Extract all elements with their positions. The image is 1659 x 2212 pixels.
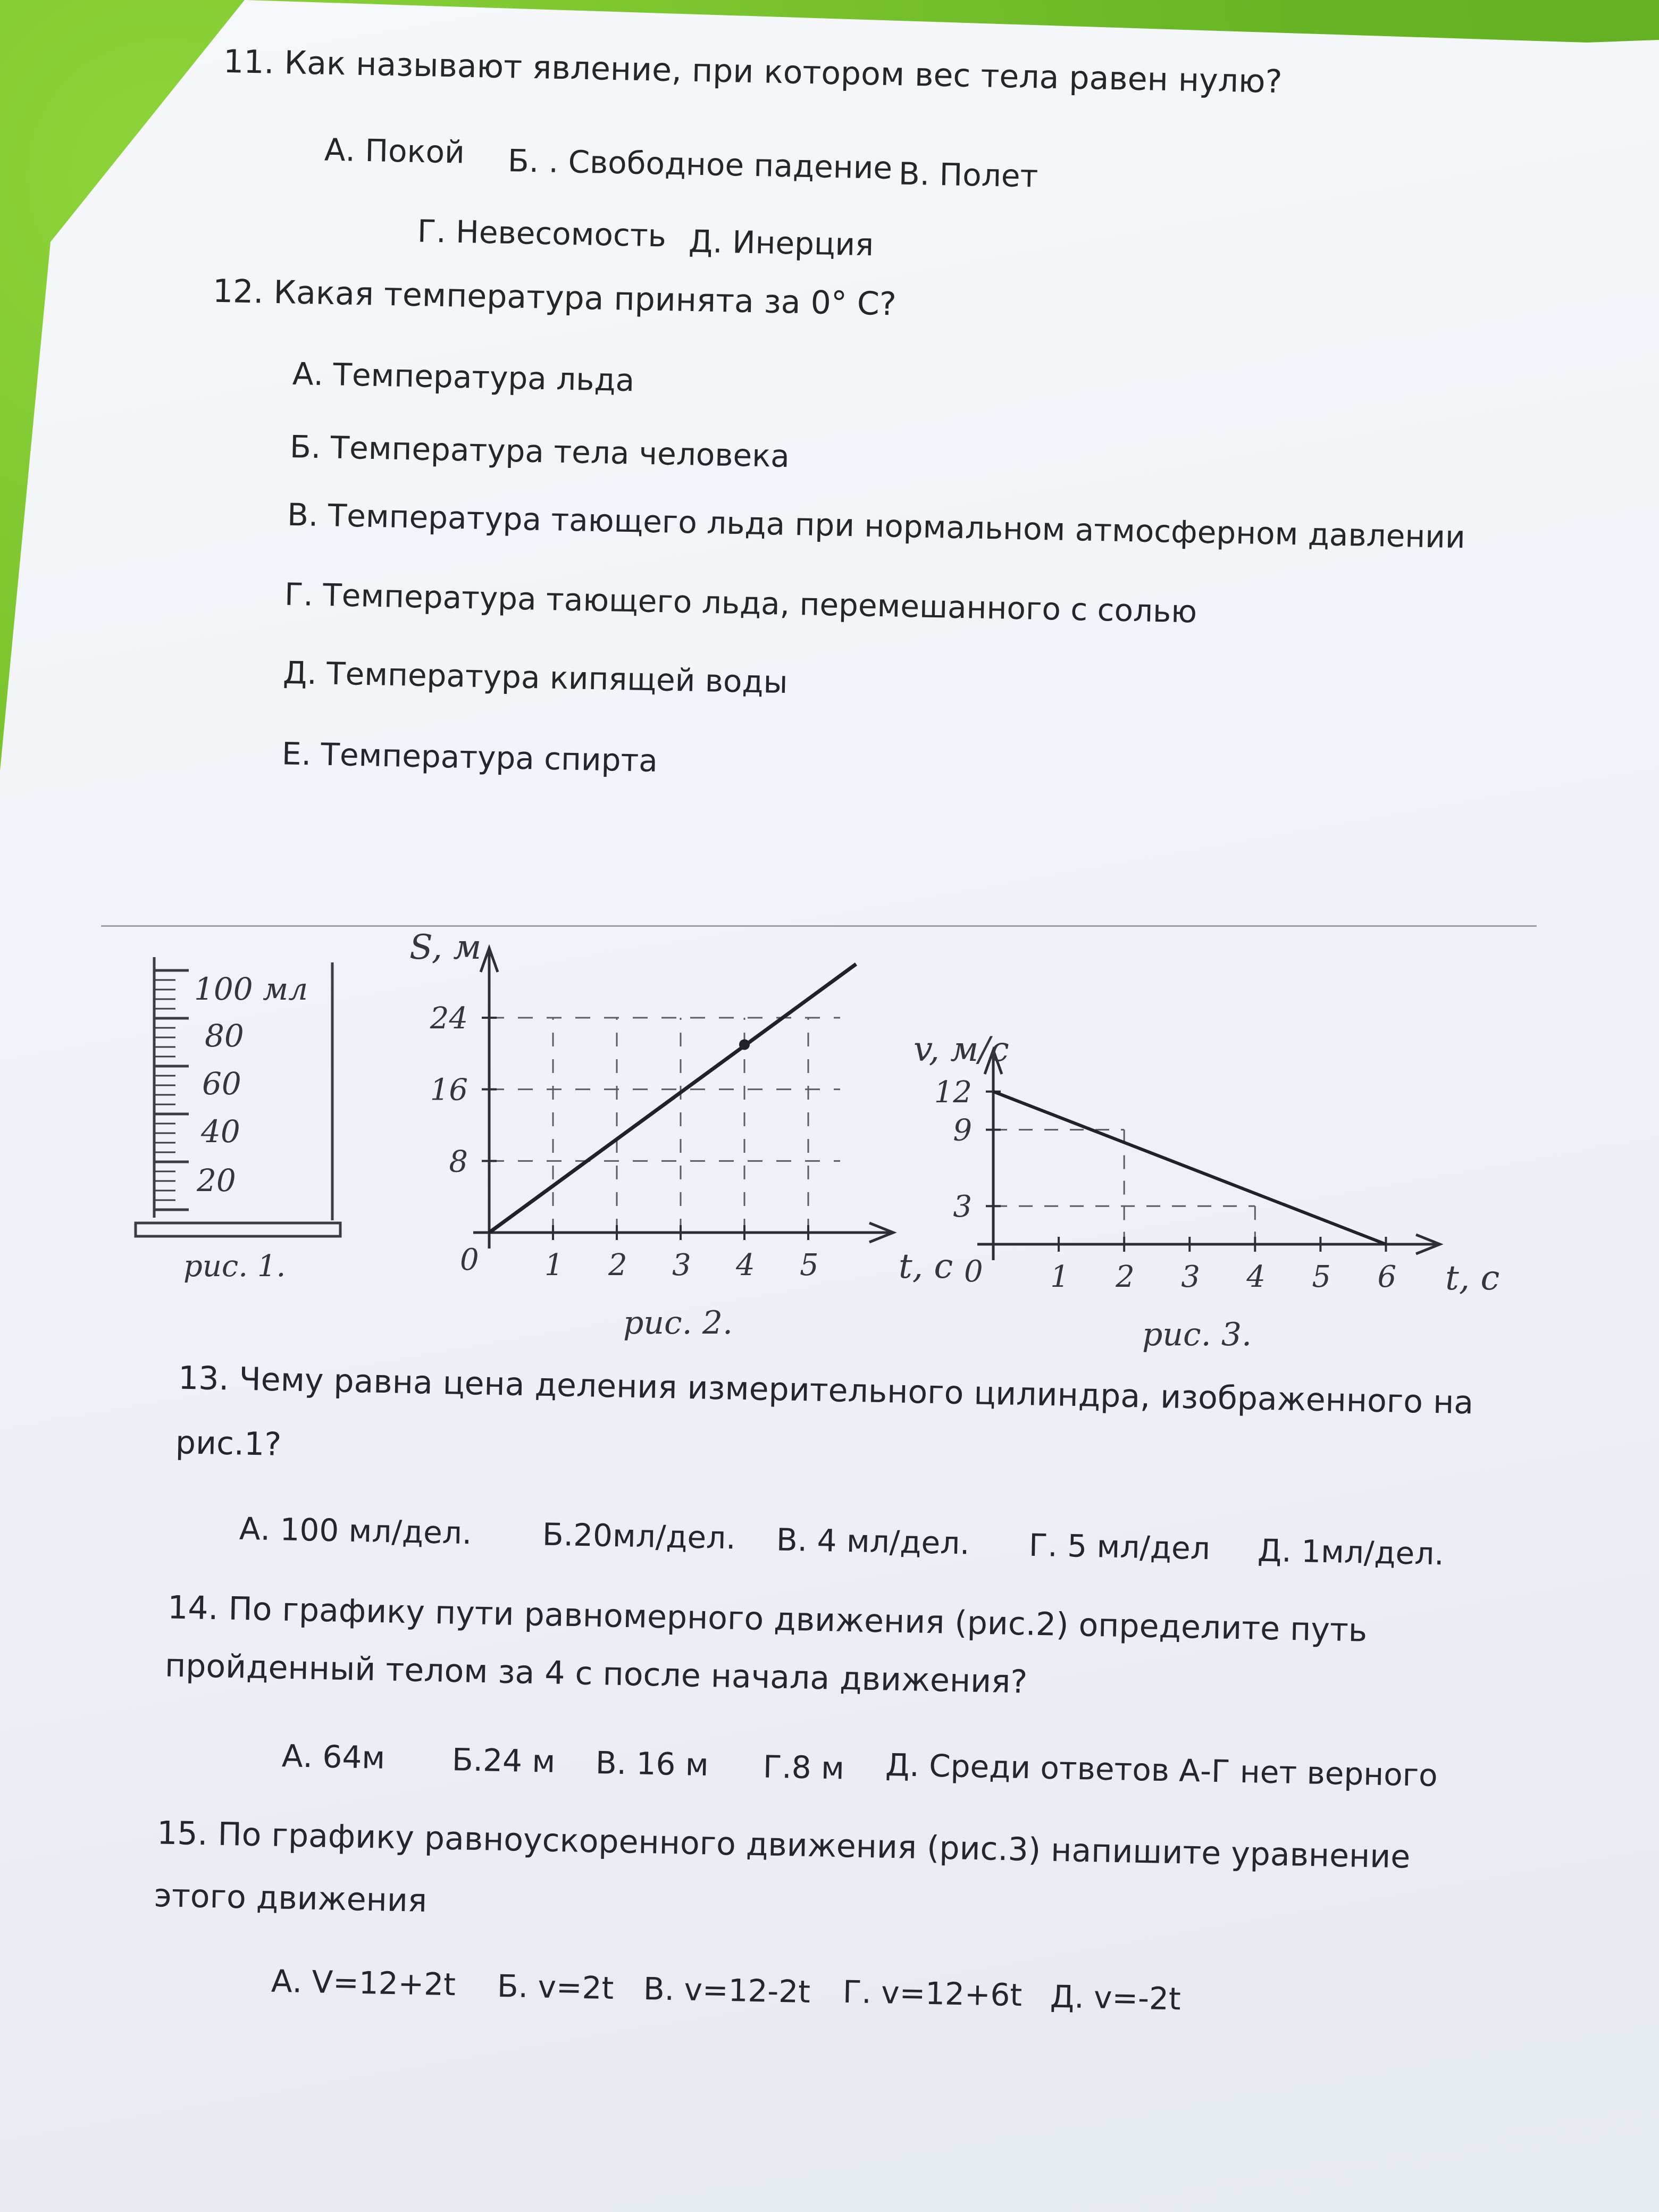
q12-option-c: В. Температура тающего льда при нормальном атмосферном давлении xyxy=(287,496,1466,556)
q14-option-a: А. 64м xyxy=(281,1738,386,1776)
fig3-x-tick-label: 5 xyxy=(1312,1260,1331,1294)
fig2-grid xyxy=(489,1018,840,1233)
cylinder-base xyxy=(136,1223,340,1236)
fig3-y-tick-labels xyxy=(934,1075,972,1224)
q14-option-b: Б.24 м xyxy=(451,1741,556,1780)
fig2-series-line xyxy=(489,964,856,1233)
q12-option-b: Б. Температура тела человека xyxy=(289,428,790,475)
q15-option-d: Г. v=12+6t xyxy=(842,1973,1023,2014)
question-12: 12. Какая температура принята за 0° С? xyxy=(212,272,897,323)
fig2-y-tick-label: 8 xyxy=(449,1144,468,1179)
question-15-line-1: 15. По графику равноускоренного движения (рис.3) напишите уравнение xyxy=(156,1814,1411,1876)
fig2-y-tick-label: 24 xyxy=(430,1001,468,1036)
fig2-x-tick-label: 5 xyxy=(800,1248,819,1283)
fig3-y-tick-label: 9 xyxy=(953,1113,972,1148)
question-14-line-1: 14. По графику пути равномерного движения (рис.2) определите путь xyxy=(167,1589,1368,1649)
q13-option-d: Г. 5 мл/дел xyxy=(1028,1527,1211,1567)
fig2-y-axis-label: S, м xyxy=(409,928,482,967)
q13-option-c: В. 4 мл/дел. xyxy=(776,1521,970,1562)
fig3-x-tick-label: 4 xyxy=(1246,1260,1266,1294)
q13-option-b: Б.20мл/дел. xyxy=(542,1516,736,1556)
cylinder-label-80: 80 xyxy=(205,1018,244,1054)
q11-option-c: В. Полет xyxy=(898,155,1038,195)
cylinder-label-40: 40 xyxy=(201,1113,240,1150)
cylinder-label-20: 20 xyxy=(197,1162,236,1199)
q13-option-a: А. 100 мл/дел. xyxy=(239,1510,472,1552)
q14-option-d: Г.8 м xyxy=(763,1748,845,1787)
measuring-cylinder-figure xyxy=(136,957,340,1284)
q11-option-e: Д. Инерция xyxy=(688,223,874,263)
fig3-x-axis-label: t, с xyxy=(1445,1259,1500,1298)
fig3-x-tick-label: 3 xyxy=(1181,1260,1200,1294)
fig3-x-tick-label: 6 xyxy=(1377,1260,1397,1294)
distance-time-chart xyxy=(409,928,953,1342)
fig3-series-line xyxy=(993,1092,1386,1244)
velocity-time-chart xyxy=(914,1030,1499,1353)
q14-option-e: Д. Среди ответов А-Г нет верного xyxy=(885,1747,1438,1794)
q12-option-a: А. Температура льда xyxy=(292,355,635,399)
q14-option-c: В. 16 м xyxy=(595,1744,709,1783)
fig3-caption: рис. 3. xyxy=(1142,1316,1252,1353)
q12-option-e: Д. Температура кипящей воды xyxy=(282,654,789,701)
fig2-x-tick-label: 4 xyxy=(736,1248,755,1283)
cylinder-label-100: 100 мл xyxy=(194,971,308,1007)
q11-option-b: Б. . Свободное падение xyxy=(507,143,893,186)
q12-option-d: Г. Температура тающего льда, перемешанного с солью xyxy=(284,576,1197,630)
q15-option-a: А. V=12+2t xyxy=(271,1963,456,2003)
cylinder-scale-ticks xyxy=(155,970,189,1210)
q15-option-b: Б. v=2t xyxy=(497,1967,614,2007)
fig3-y-tick-label: 3 xyxy=(953,1189,972,1225)
fig2-tick-marks xyxy=(482,1018,808,1240)
fig2-caption: рис. 2. xyxy=(623,1304,733,1342)
fig3-tick-marks xyxy=(986,1092,1386,1252)
fig2-x-tick-label: 3 xyxy=(672,1248,691,1283)
fig2-origin-label: 0 xyxy=(460,1243,479,1277)
fig2-marked-point xyxy=(739,1040,750,1050)
question-11: 11. Как называют явление, при котором вес тела равен нулю? xyxy=(223,43,1283,101)
fig2-x-axis-label: t, с xyxy=(899,1247,953,1286)
fig3-y-axis-label: v, м/с xyxy=(914,1030,1009,1069)
question-13-line-2: рис.1? xyxy=(175,1424,282,1463)
fig3-guides xyxy=(993,1130,1255,1244)
q12-option-f: Е. Температура спирта xyxy=(281,735,658,779)
fig2-y-tick-label: 16 xyxy=(430,1073,468,1108)
q11-option-a: А. Покой xyxy=(324,131,465,171)
fig3-y-tick-label: 12 xyxy=(934,1075,972,1110)
fig3-x-tick-labels xyxy=(1050,1260,1396,1294)
cylinder-label-60: 60 xyxy=(202,1066,241,1102)
fig3-x-tick-label: 1 xyxy=(1050,1260,1069,1294)
fig2-x-tick-label: 1 xyxy=(544,1248,564,1283)
q13-option-e: Д. 1мл/дел. xyxy=(1257,1532,1445,1572)
fig3-origin-label: 0 xyxy=(964,1254,983,1289)
fig2-x-tick-label: 2 xyxy=(608,1248,627,1283)
q15-option-c: В. v=12-2t xyxy=(643,1970,811,2010)
fig2-x-tick-labels xyxy=(544,1248,819,1283)
question-13-line-1: 13. Чему равна цена деления измерительного цилиндра, изображенного на xyxy=(178,1359,1474,1422)
fig2-y-tick-labels xyxy=(430,1001,468,1179)
fig1-caption: рис. 1. xyxy=(183,1249,286,1284)
question-14-line-2: пройденный телом за 4 с после начала движения? xyxy=(164,1647,1028,1701)
q15-option-e: Д. v=-2t xyxy=(1050,1978,1182,2017)
question-15-line-2: этого движения xyxy=(154,1877,428,1920)
fig3-x-tick-label: 2 xyxy=(1116,1260,1135,1294)
q11-option-d: Г. Невесомость xyxy=(417,213,667,254)
